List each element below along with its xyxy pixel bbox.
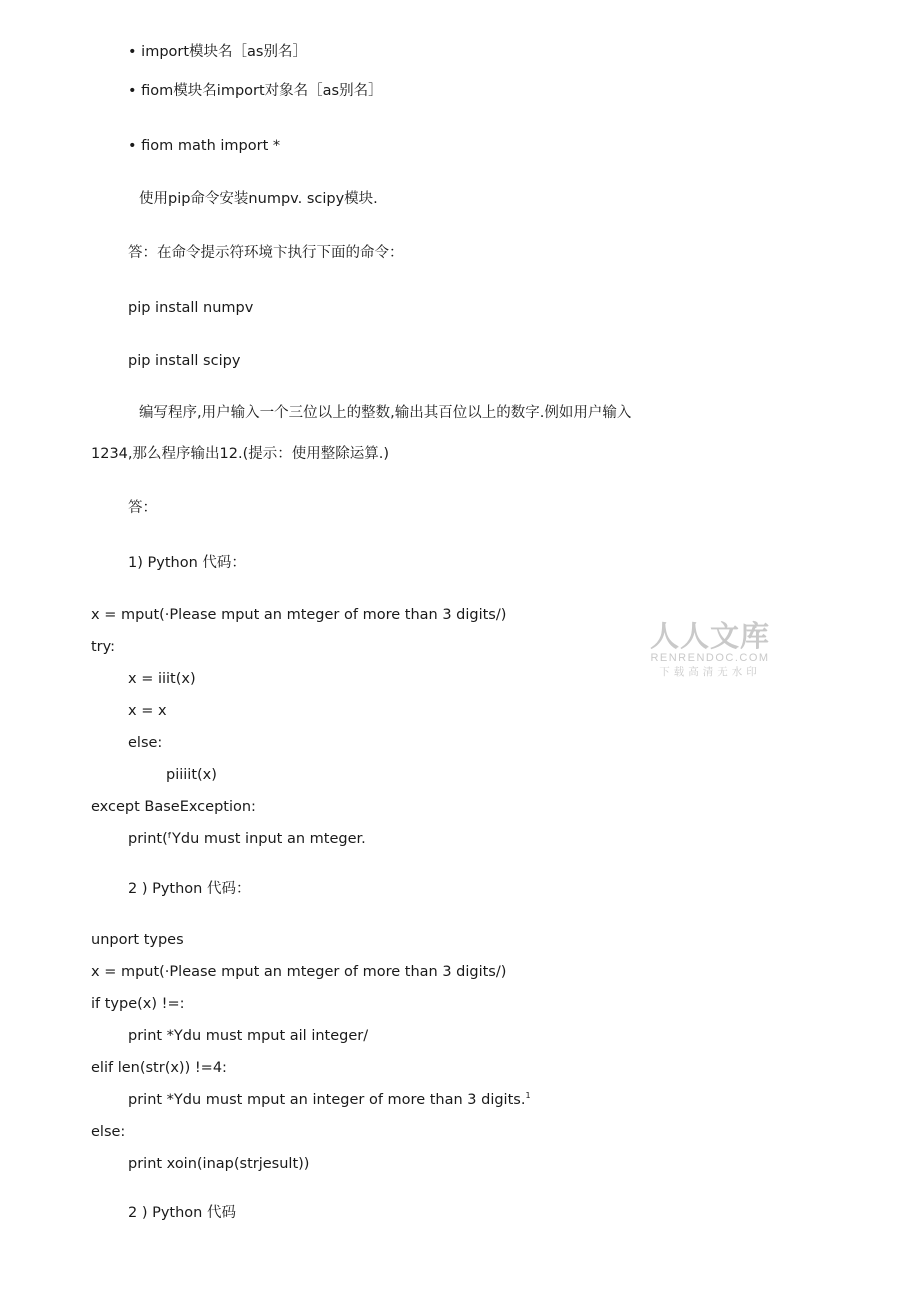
question-digits-line1: 编写程序,用户输入一个三位以上的整数,输出其百位以上的数字.例如用户输入 bbox=[139, 405, 632, 421]
code-line: elif len(str(x)) !=4: bbox=[91, 1060, 227, 1076]
bullet-from-import-syntax: • fiom模块名import对象名［as别名］ bbox=[128, 83, 383, 99]
code-line: else: bbox=[128, 735, 163, 751]
code-heading-3: 2 ) Python 代码 bbox=[128, 1205, 236, 1221]
footnote-marker: 1 bbox=[525, 1091, 531, 1101]
code-line: x = iiit(x) bbox=[128, 671, 196, 687]
bullet-import-syntax: • import模块名［as别名］ bbox=[128, 44, 307, 60]
answer-label: 答： bbox=[128, 500, 157, 516]
watermark-logo bbox=[648, 620, 772, 679]
question-digits-line2: 1234,那么程序输出12.(提示：使用整除运算.) bbox=[91, 446, 389, 462]
watermark-domain: RENRENDOC.COM bbox=[650, 652, 770, 664]
code-line: try: bbox=[91, 639, 116, 655]
code-line: if type(x) !=: bbox=[91, 996, 185, 1012]
code-line bbox=[128, 1090, 531, 1110]
code-line: piiiit(x) bbox=[166, 767, 217, 783]
code-heading-2: 2 ) Python 代码： bbox=[128, 881, 251, 897]
code-line: x = mput(·Please mput an mteger of more than 3 digits/) bbox=[91, 964, 507, 980]
watermark-title: 人人文库 bbox=[649, 619, 770, 653]
code-line: else: bbox=[91, 1124, 126, 1140]
command-pip-install-scipy: pip install scipy bbox=[128, 353, 241, 369]
answer-pip-intro: 答：在命令提示符环境卞执行下面的命令： bbox=[128, 245, 404, 261]
code-line-text: print *Ydu must mput an integer of more than 3 digits. bbox=[128, 1092, 526, 1108]
code-line: print *Ydu must mput ail integer/ bbox=[128, 1028, 369, 1044]
code-line: x = mput(·Please mput an mteger of more than 3 digits/) bbox=[91, 607, 507, 623]
code-line: print(ᶠYdu must input an mteger. bbox=[128, 831, 366, 847]
command-pip-install-numpy: pip install numpv bbox=[128, 300, 254, 316]
code-line: unport types bbox=[91, 932, 184, 948]
code-line: x = x bbox=[128, 703, 167, 719]
question-pip-install: 使用pip命令安装numpv. scipy模块. bbox=[139, 191, 378, 207]
watermark-slogan: 下载高清无水印 bbox=[659, 666, 761, 678]
bullet-from-math-import: • fiom math import * bbox=[128, 138, 281, 154]
code-line: print xoin(inap(strjesult)) bbox=[128, 1156, 310, 1172]
code-heading-1: 1) Python 代码： bbox=[128, 555, 246, 571]
code-line: except BaseException: bbox=[91, 799, 256, 815]
